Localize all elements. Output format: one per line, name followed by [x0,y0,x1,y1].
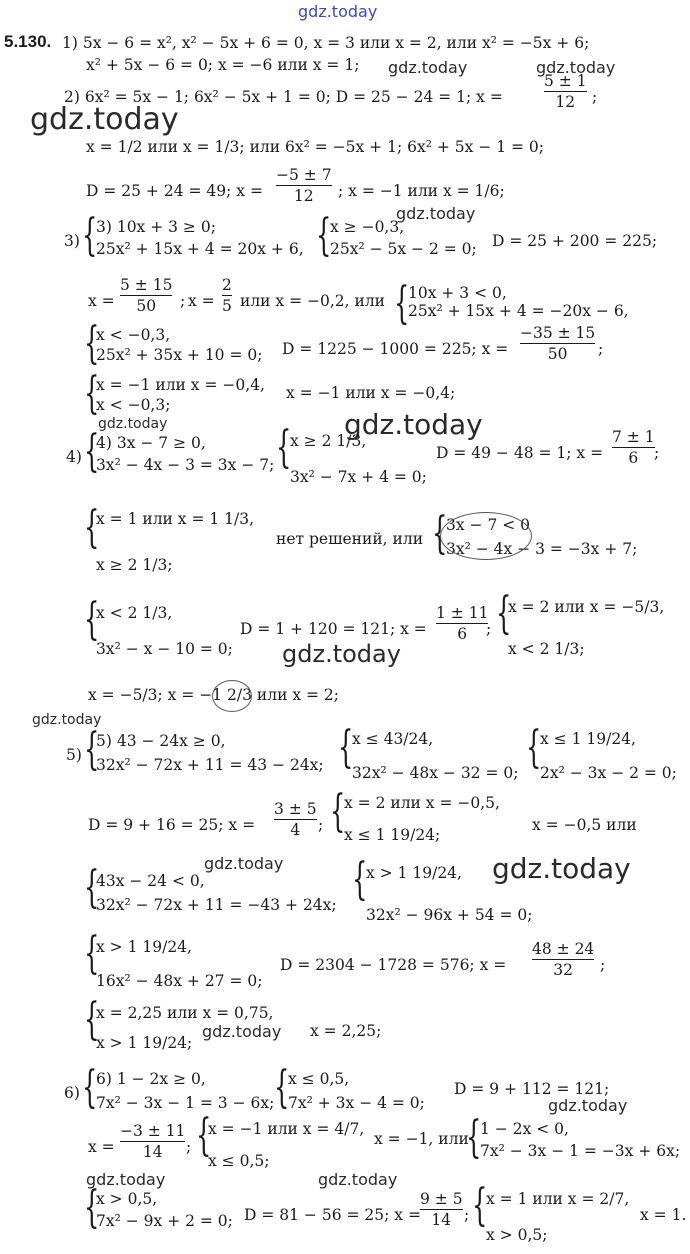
fraction: 9 ± 5 14 [420,1190,463,1229]
solution-line: x = −1 или x = −0,4; [286,384,456,402]
solution-line: 3x² − 4x − 3 = 3x − 7; [96,456,275,474]
solution-line: 10x + 3 < 0, [408,284,507,302]
solution-line: x = 2,25 или x = 0,75, [96,1004,274,1022]
solution-line: x = 2,25; [310,1022,382,1040]
solution-line: x > 0,5; [486,1226,548,1244]
system-brace: { [274,1062,290,1113]
solution-line: x = 2 или x = −5/3, [508,598,665,616]
solution-line: x ≥ 2 1/3, [290,432,367,450]
solution-line: x = −1, или [374,1130,469,1148]
solution-line: x > 0,5, [96,1190,158,1208]
solution-line: x = 1. [640,1206,687,1224]
system-brace: { [84,994,100,1045]
solution-line: 7x² + 3x − 4 = 0; [288,1094,425,1112]
solution-line: D = 2304 − 1728 = 576; x = [280,956,507,974]
solution-line: D = 81 − 56 = 25; x = [244,1206,421,1224]
solution-line: x ≤ 1 19/24, [540,730,636,748]
solution-line: 3x − 7 < 0 [446,516,531,534]
solution-line: 25x² + 15x + 4 = 20x + 6, [96,240,304,258]
system-brace: { [84,368,100,419]
watermark: gdz.today [204,854,284,873]
system-brace: { [466,1112,482,1163]
system-brace: { [84,318,100,369]
solution-line: x ≤ 1 19/24; [344,826,441,844]
solution-line: 6) 1 − 2x ≥ 0, [96,1070,206,1088]
solution-line: 3) 10x + 3 ≥ 0; [96,218,216,236]
solution-line: D = 25 + 24 = 49; x = [86,182,263,200]
watermark: gdz.today [388,58,468,77]
solution-line: 1 − 2x < 0, [480,1120,569,1138]
solution-line: x = −0,5 или [532,816,637,834]
solution-line: x = [88,1138,115,1156]
watermark: gdz.today [98,416,168,432]
solution-line: x = 1/2 или x = 1/3; или 6x² = −5x + 1; 6x² + 5x − 1 = 0; [86,138,544,156]
fraction: −3 ± 11 14 [120,1122,186,1161]
solution-line: D = 9 + 16 = 25; x = [88,816,256,834]
solution-line: ; x = −1 или x = 1/6; [338,182,505,200]
system-brace: { [84,1182,100,1233]
solution-line: 32x² − 72x + 11 = 43 − 24x; [96,756,324,774]
solution-line: x ≤ 43/24, [352,730,434,748]
watermark: gdz.today [536,58,616,77]
system-brace: { [316,210,332,261]
solution-line: x = 1 или x = 1 1/3, [96,510,255,528]
solution-line: x ≤ 0,5; [208,1152,270,1170]
solution-line: x = −1 или x = −0,4, [96,376,265,394]
solution-line: x = −5/3; x = −1 2/3 или x = 2; [88,686,339,704]
solution-line: x = 2 или x = −0,5, [344,794,500,812]
solution-line: 16x² − 48x + 27 = 0; [96,972,263,990]
solution-line: x² + 5x − 6 = 0; x = −6 или x = 1; [86,56,360,74]
solution-line: 32x² − 48x − 32 = 0; [352,764,519,782]
system-brace: { [432,508,448,559]
watermark: gdz.today [298,2,378,21]
fraction: 1 ± 11 6 [436,604,489,643]
system-brace: { [84,426,100,477]
system-brace: { [394,278,410,329]
solution-line: D = 1 + 120 = 121; x = [240,620,427,638]
system-brace: { [352,854,368,905]
solution-line: 25x² + 15x + 4 = −20x − 6, [408,302,629,320]
system-brace: { [84,502,100,553]
solution-line: 3x² − 7x + 4 = 0; [290,468,427,486]
system-brace: { [526,722,542,773]
solution-line: D = 9 + 112 = 121; [454,1080,610,1098]
solution-line: 25x² − 5x − 2 = 0; [330,240,477,258]
system-brace: { [82,210,98,261]
solution-line: x < −0,3; [96,396,171,414]
system-brace: { [84,594,100,645]
solution-line: D = 1225 − 1000 = 225; x = [282,340,509,358]
scribble-mark [212,680,252,712]
watermark: gdz.today [548,1096,628,1115]
fraction: 2 5 [222,276,232,315]
solution-line: 7x² − 3x − 1 = −3x + 6x; [480,1142,681,1160]
system-brace: { [496,588,512,639]
fraction: 48 ± 24 32 [532,940,595,979]
solution-line: x > 1 19/24; [96,1034,193,1052]
solution-line: 7x² − 9x + 2 = 0; [96,1212,233,1230]
watermark: gdz.today [30,102,179,137]
solution-line: 32x² − 96x + 54 = 0; [366,906,533,924]
watermark: gdz.today [492,852,631,885]
system-brace: { [84,928,100,979]
system-brace: { [330,786,346,837]
solution-line: D = 25 + 200 = 225; [492,232,658,250]
fraction: 7 ± 1 6 [612,428,655,467]
fraction: 5 ± 15 50 [120,276,173,315]
solution-line: x < 2 1/3, [96,604,173,622]
solution-line: 2) 6x² = 5x − 1; 6x² − 5x + 1 = 0; D = 25 − 24 = 1; x = [64,88,503,106]
problem-number: 5.130. [4,32,52,51]
solution-line: x ≥ 2 1/3; [96,556,173,574]
solution-line: 3x² − x − 10 = 0; [96,640,233,658]
system-brace: { [196,1110,212,1161]
system-brace: { [338,722,354,773]
scribble-mark [440,512,532,560]
solution-line: 32x² − 72x + 11 = −43 + 24x; [96,896,337,914]
watermark: gdz.today [396,204,476,223]
watermark: gdz.today [318,1170,398,1189]
solution-line: нет решений, или [276,530,424,548]
solution-line: x = −1 или x = 4/7, [208,1120,365,1138]
solution-line: 25x² + 35x + 10 = 0; [96,346,263,364]
solution-line: x < −0,3, [96,326,171,344]
solution-line: 7x² − 3x − 1 = 3 − 6x; [96,1094,275,1112]
solution-line: x ≥ −0,3, [330,218,405,236]
system-brace: { [82,1062,98,1113]
solution-line: 5) 43 − 24x ≥ 0, [96,732,226,750]
fraction: 5 ± 1 12 [544,72,587,111]
fraction: −35 ± 15 50 [520,324,596,363]
solution-line: x = [88,292,115,310]
fraction: −5 ± 7 12 [276,166,332,205]
system-brace: { [276,422,292,473]
solution-line: 4) 3x − 7 ≥ 0, [96,434,206,452]
system-brace: { [84,724,100,775]
solution-line: x = 1 или x = 2/7, [486,1190,630,1208]
solution-line: D = 49 − 48 = 1; x = [436,444,604,462]
watermark: gdz.today [202,1022,282,1041]
solution-line: x < 2 1/3; [508,640,585,658]
solution-line: x ≤ 0,5, [288,1070,350,1088]
system-brace: { [84,862,100,913]
solution-line: 2x² − 3x − 2 = 0; [540,764,677,782]
solution-line: 1) 5x − 6 = x², x² − 5x + 6 = 0, x = 3 или x = 2, или x² = −5x + 6; [62,34,590,52]
watermark: gdz.today [282,640,401,668]
solution-line: x > 1 19/24, [366,864,462,882]
watermark: gdz.today [86,1170,166,1189]
fraction: 3 ± 5 4 [274,800,317,839]
solution-line: 3x² − 4x − 3 = −3x + 7; [446,540,638,558]
solution-line: x > 1 19/24, [96,938,192,956]
watermark: gdz.today [32,712,102,728]
system-brace: { [472,1180,488,1231]
watermark: gdz.today [344,408,483,441]
solution-line: 43x − 24 < 0, [96,872,205,890]
